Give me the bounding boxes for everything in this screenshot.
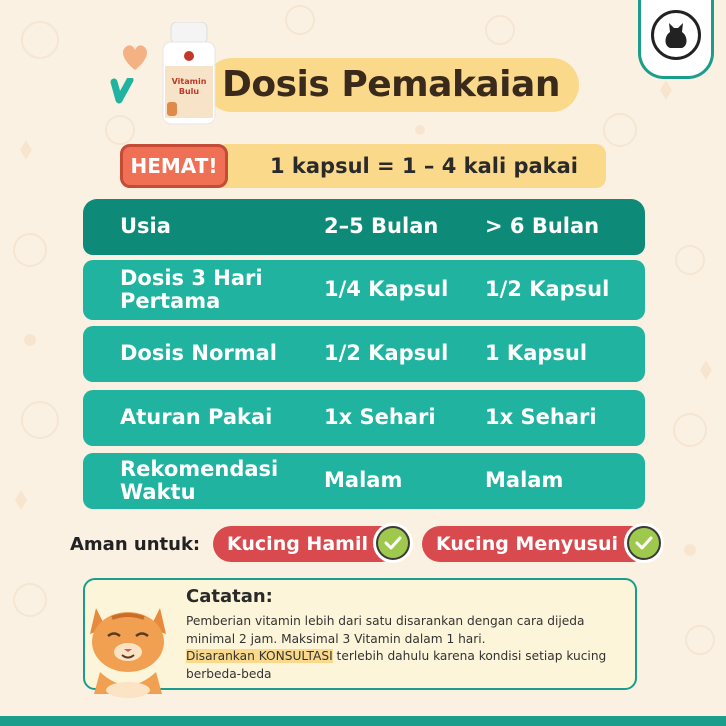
aman-pill-hamil (213, 526, 399, 562)
svg-text:Bulu: Bulu (178, 87, 200, 96)
note-text (186, 613, 626, 683)
heart-icon (104, 78, 134, 108)
cat-mascot-icon (82, 594, 174, 698)
table-row (83, 453, 645, 509)
table-row (83, 390, 645, 446)
aman-label: Aman untuk: (70, 534, 201, 555)
aman-pill-menyusui (422, 526, 650, 562)
aman-pill-label: Kucing Menyusui (436, 533, 619, 555)
heart-icon (118, 40, 152, 74)
table-row (83, 326, 645, 382)
check-icon (624, 523, 664, 563)
page-title: Dosis Pemakaian (222, 64, 560, 105)
table-cell: 1x Sehari (485, 405, 597, 430)
table-row (83, 260, 645, 320)
hemat-badge: HEMAT! (120, 144, 228, 188)
table-cell: Dosis Normal (120, 341, 277, 366)
note-line1: Pemberian vitamin lebih dari satu disarankan dengan cara dijeda minimal 2 jam. Maksimal 3 Vitamin dalam 1 hari. (186, 614, 585, 646)
hemat-banner (120, 144, 606, 188)
table-header-cell: Usia (120, 214, 171, 239)
product-bottle-image (157, 22, 219, 126)
note-title: Catatan: (186, 586, 273, 607)
cat-logo-icon (651, 10, 701, 60)
table-cell: Dosis 3 Hari Pertama (120, 265, 263, 313)
table-cell: 1/2 Kapsul (485, 277, 610, 302)
footer-bar (0, 716, 726, 726)
note-highlight: Disarankan KONSULTASI (186, 649, 333, 663)
table-header-cell: 2–5 Bulan (324, 214, 439, 239)
table-header-row (83, 199, 645, 255)
check-icon (373, 523, 413, 563)
note-line2: terlebih dahulu karena kondisi setiap kucing berbeda-beda (186, 649, 607, 681)
table-cell: Aturan Pakai (120, 405, 273, 430)
table-cell: 1 Kapsul (485, 341, 588, 366)
table-cell: Rekomendasi Waktu (120, 456, 279, 504)
aman-pill-label: Kucing Hamil (227, 533, 368, 555)
table-cell: 1/4 Kapsul (324, 277, 449, 302)
svg-text:Vitamin: Vitamin (171, 77, 207, 86)
brand-logo (638, 0, 714, 79)
table-cell: Malam (324, 468, 403, 493)
table-cell: 1x Sehari (324, 405, 436, 430)
table-cell: Malam (485, 468, 564, 493)
table-cell: 1/2 Kapsul (324, 341, 449, 366)
table-header-cell: > 6 Bulan (485, 214, 600, 239)
hemat-text: 1 kapsul = 1 – 4 kali pakai (270, 154, 578, 178)
